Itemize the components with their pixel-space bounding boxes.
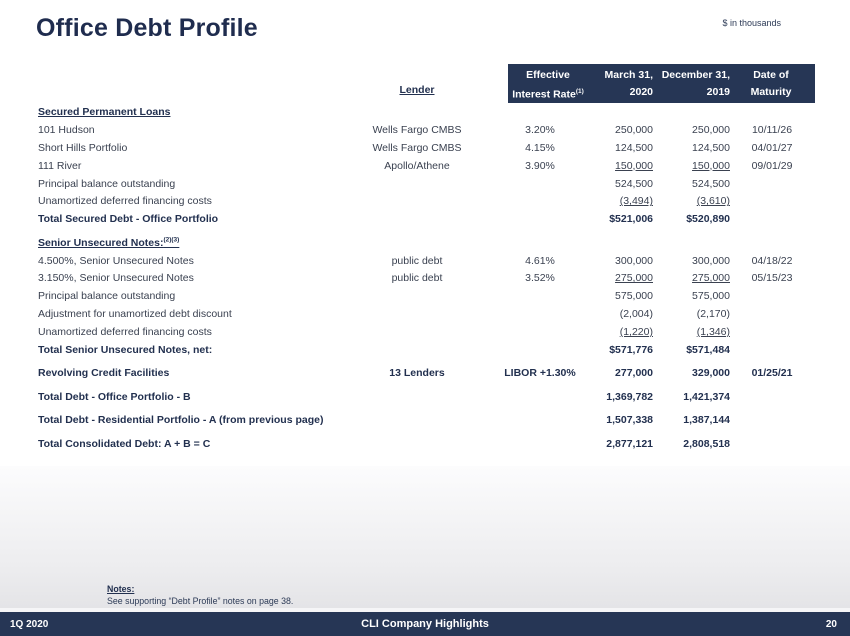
- table-cell-label: Short Hills Portfolio: [38, 141, 128, 154]
- table-row: [38, 157, 828, 175]
- table-cell-v2020: 2,877,121: [606, 437, 653, 450]
- table-cell-maturity: 01/25/21: [751, 367, 793, 380]
- table-row: [38, 411, 828, 429]
- column-header-december-2019: [658, 64, 730, 103]
- table-row: [38, 175, 828, 193]
- table-cell-v2019: 329,000: [692, 367, 730, 380]
- column-header-maturity: [734, 64, 808, 103]
- table-row: [38, 252, 828, 270]
- table-cell-label: Total Senior Unsecured Notes, net:: [38, 344, 213, 357]
- header-effective-footnote: (1): [575, 87, 584, 95]
- table-cell-rate: 4.15%: [525, 141, 555, 154]
- table-cell-v2020: 150,000: [615, 159, 653, 172]
- table-cell-v2019: 1,421,374: [683, 390, 730, 403]
- header-effective-line2: Interest Rate: [512, 88, 576, 100]
- table-row: [38, 270, 828, 288]
- table-cell-v2019: 2,808,518: [683, 437, 730, 450]
- table-cell-lender: Wells Fargo CMBS: [372, 141, 462, 154]
- table-cell-label: 3.150%, Senior Unsecured Notes: [38, 272, 194, 285]
- table-cell-maturity: 04/18/22: [751, 254, 793, 267]
- table-cell-v2019: (2,170): [696, 308, 730, 321]
- table-cell-label: 4.500%, Senior Unsecured Notes: [38, 254, 194, 267]
- table-cell-label: 101 Hudson: [38, 123, 95, 136]
- table-cell-maturity: 04/01/27: [751, 141, 793, 154]
- table-cell-v2020: 250,000: [615, 123, 653, 136]
- table-row: [38, 121, 828, 139]
- table-row: [38, 364, 828, 382]
- table-cell-v2020: (2,004): [619, 308, 653, 321]
- table-cell-label: Total Secured Debt - Office Portfolio: [38, 213, 219, 226]
- table-row: [38, 305, 828, 323]
- table-cell-v2019: 124,500: [692, 141, 730, 154]
- table-row: [38, 139, 828, 157]
- table-cell-v2019: 524,500: [692, 177, 730, 190]
- table-row: [38, 388, 828, 406]
- table-cell-v2020: 124,500: [615, 141, 653, 154]
- table-row: [38, 210, 828, 228]
- table-cell-label: Senior Unsecured Notes:$^{(2)(3)}$: [38, 236, 180, 249]
- header-2020-line1: March 31,: [604, 69, 653, 81]
- table-cell-lender: Wells Fargo CMBS: [372, 123, 462, 136]
- page-title: Office Debt Profile: [36, 14, 258, 42]
- table-cell-v2019: $571,484: [686, 344, 730, 357]
- table-cell-label: Total Debt - Residential Portfolio - A (from previous page): [38, 414, 324, 427]
- footer-page-number: 20: [825, 618, 837, 630]
- table-cell-maturity: 10/11/26: [751, 123, 793, 136]
- table-cell-v2019: 575,000: [692, 290, 730, 303]
- table-cell-lender: public debt: [391, 272, 443, 285]
- table-cell-v2020: 1,507,338: [606, 414, 653, 427]
- column-header-lender: Lender: [399, 84, 435, 96]
- table-row: [38, 435, 828, 453]
- table-row: [38, 323, 828, 341]
- column-header-march-2020: [592, 64, 653, 103]
- table-row: [38, 287, 828, 305]
- header-effective-line1: Effective: [526, 69, 570, 81]
- table-cell-v2019: 300,000: [692, 254, 730, 267]
- column-header-effective-rate: [510, 64, 586, 103]
- table-header-band: [508, 64, 815, 103]
- table-cell-v2020: 575,000: [615, 290, 653, 303]
- table-cell-v2020: 275,000: [615, 272, 653, 285]
- header-2019-line1: December 31,: [661, 69, 730, 81]
- table-cell-v2019: 150,000: [692, 159, 730, 172]
- notes-text: See supporting “Debt Profile” notes on page 38.: [107, 596, 294, 606]
- table-cell-label: Total Debt - Office Portfolio - B: [38, 390, 191, 403]
- table-cell-v2019: 250,000: [692, 123, 730, 136]
- table-cell-v2020: 300,000: [615, 254, 653, 267]
- table-cell-rate: 3.20%: [525, 123, 555, 136]
- table-cell-label: Principal balance outstanding: [38, 290, 176, 303]
- table-cell-label: 111 River: [38, 159, 82, 172]
- table-row: [38, 234, 828, 252]
- notes-block: [107, 584, 293, 606]
- table-cell-maturity: 09/01/29: [751, 159, 793, 172]
- table-row: [38, 341, 828, 359]
- table-cell-label: Unamortized deferred financing costs: [38, 326, 212, 339]
- table-cell-v2020: $571,776: [609, 344, 653, 357]
- header-2020-line2: 2020: [629, 85, 653, 98]
- table-cell-v2019: (1,346): [696, 326, 730, 339]
- table-cell-rate: 3.52%: [525, 272, 555, 285]
- units-note: $ in thousands: [722, 18, 781, 28]
- table-cell-label: Secured Permanent Loans: [38, 105, 171, 118]
- table-cell-rate: 4.61%: [525, 254, 555, 267]
- table-cell-v2019: $520,890: [686, 213, 730, 226]
- table-row: [38, 103, 828, 121]
- table-row: [38, 192, 828, 210]
- header-2019-line2: 2019: [706, 85, 730, 98]
- table-body: [38, 103, 828, 453]
- table-cell-v2019: 275,000: [692, 272, 730, 285]
- table-cell-label: Revolving Credit Facilities: [38, 367, 170, 380]
- table-cell-label: Unamortized deferred financing costs: [38, 195, 212, 208]
- table-cell-lender: public debt: [391, 254, 443, 267]
- table-cell-v2020: (1,220): [619, 326, 653, 339]
- table-cell-v2020: 1,369,782: [606, 390, 653, 403]
- table-cell-rate: LIBOR +1.30%: [504, 367, 576, 380]
- table-cell-v2019: 1,387,144: [683, 414, 730, 427]
- table-cell-v2020: (3,494): [619, 195, 653, 208]
- footer-quarter-label: 1Q 2020: [10, 618, 49, 630]
- table-cell-v2020: $521,006: [609, 213, 653, 226]
- table-cell-lender: 13 Lenders: [389, 367, 445, 380]
- table-cell-v2020: 524,500: [615, 177, 653, 190]
- footer-bar: [0, 612, 850, 636]
- table-cell-lender: Apollo/Athene: [384, 159, 450, 172]
- notes-heading: Notes:: [107, 584, 135, 594]
- table-cell-maturity: 05/15/23: [751, 272, 793, 285]
- table-cell-v2020: 277,000: [615, 367, 653, 380]
- header-maturity-line2: Maturity: [750, 85, 792, 98]
- table-cell-label: Adjustment for unamortized debt discount: [38, 308, 232, 321]
- footer-deck-title: CLI Company Highlights: [361, 618, 489, 630]
- table-cell-v2019: (3,610): [696, 195, 730, 208]
- header-maturity-line1: Date of: [753, 69, 789, 81]
- table-cell-label: Principal balance outstanding: [38, 177, 176, 190]
- table-cell-label: Total Consolidated Debt: A + B = C: [38, 437, 211, 450]
- table-cell-rate: 3.90%: [525, 159, 555, 172]
